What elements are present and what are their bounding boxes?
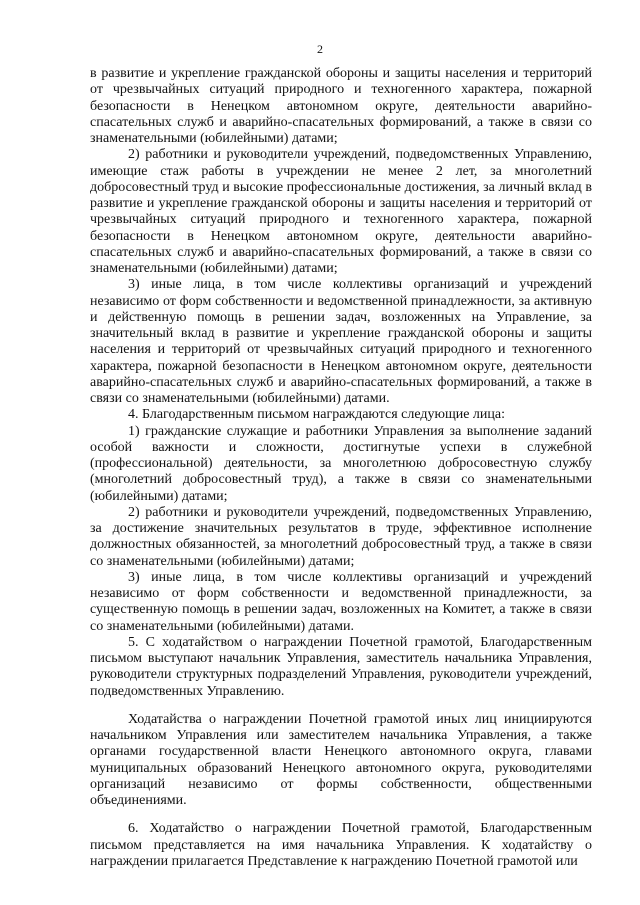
paragraph-continuation: в развитие и укрепление гражданской обороны и защиты населения и территорий от чрезвычайных ситуаций природного и техногенного характера, пожарной безопасности в Ненецком автономном округе, деятельности аварийно-спасательных служб и аварийно-спасательных формирований, а также в связи со знаменательными (юбилейными) датами; bbox=[90, 66, 592, 146]
paragraph-4-1: 1) гражданские служащие и работники Управления за выполнение заданий особой важности и сложности, достигнутые успехи в служебной (профессиональной) деятельности, за многолетнюю добросовестную службу (многолетний добросовестный труд), а также в связи со знаменательными (юбилейными) датами; bbox=[90, 423, 592, 504]
paragraph-3-2: 2) работники и руководители учреждений, подведомственных Управлению, имеющие стаж работы в учреждении не менее 2 лет, за многолетний добросовестный труд и высокие профессиональные достижения, за личный вклад в развитие и укрепление гражданской обороны и защиты населения и территорий от чрезвычайных ситуаций природного и техногенного характера, пожарной безопасности в Ненецком автономном округе, деятельности аварийно-спасательных служб и аварийно-спасательных формирований, а также в связи со знаменательными (юбилейными) датами; bbox=[90, 147, 592, 276]
page-number: 2 bbox=[317, 42, 323, 56]
paragraph-4-heading: 4. Благодарственным письмом награждаются следующие лица: bbox=[128, 407, 506, 423]
paragraph-3-3: 3) иные лица, в том числе коллективы организаций и учреждений независимо от форм собственности и ведомственной принадлежности, за активную и действенную помощь в решении задач, возложенных на Управление, за значительный вклад в развитие и укрепление гражданской обороны и защиты населения и территорий от чрезвычайных ситуаций природного и техногенного характера, пожарной безопасности в Ненецком автономном округе, деятельности аварийно-спасательных служб и аварийно-спасательных формирований, а также в связи со знаменательными (юбилейными) датами. bbox=[90, 277, 592, 406]
document-body bbox=[90, 66, 592, 870]
paragraph-4-2: 2) работники и руководители учреждений, подведомственных Управлению, за достижение значительных результатов в труде, эффективное исполнение должностных обязанностей, за многолетний добросовестный труд, а также в связи со знаменательными (юбилейными) датами; bbox=[90, 504, 592, 569]
paragraph-4-3: 3) иные лица, в том числе коллективы организаций и учреждений независимо от форм собственности и ведомственной принадлежности, за существенную помощь в решении задач, возложенных на Комитет, а также в связи со знаменательными (юбилейными) датами. bbox=[90, 569, 592, 634]
paragraph-5: 5. С ходатайством о награждении Почетной грамотой, Благодарственным письмом выступают начальник Управления, заместитель начальника Управления, руководители структурных подразделений Управления, руководители учреждений, подведомственных Управлению. bbox=[90, 634, 592, 699]
paragraph-5-petitions: Ходатайства о награждении Почетной грамотой иных лиц инициируются начальником Управления или заместителем начальника Управления, а также органами государственной власти Ненецкого автономного округа, главами муниципальных образований Ненецкого автономного округа, руководителями организаций независимо от формы собственности, общественными объединениями. bbox=[90, 711, 592, 808]
paragraph-6: 6. Ходатайство о награждении Почетной грамотой, Благодарственным письмом представляется на имя начальника Управления. К ходатайству о награждении прилагается Представление к награждению Почетной грамотой или bbox=[90, 821, 592, 869]
